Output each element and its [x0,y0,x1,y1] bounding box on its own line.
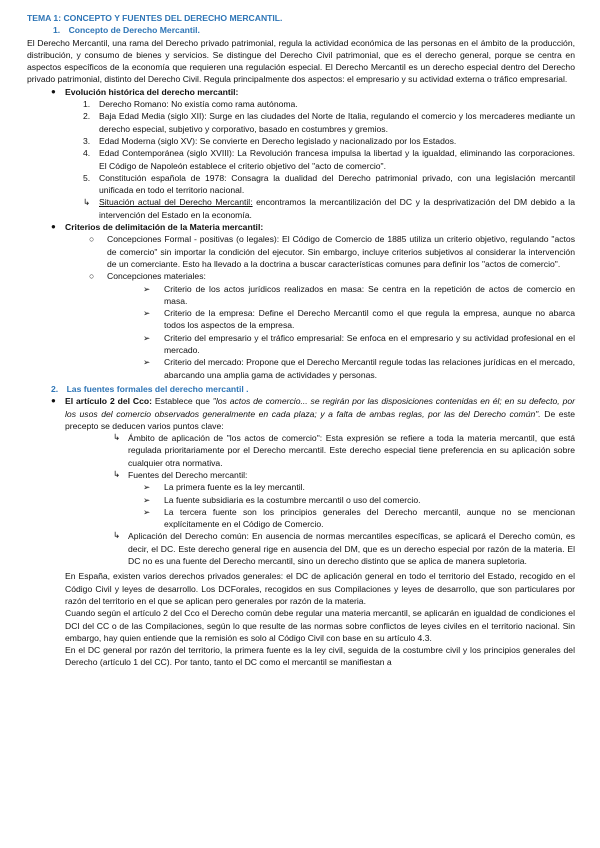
list-item: ➢ Criterio del mercado: Propone que el Derecho Mercantil regule todas las relaciones jurídicas en el mercado, abarcando una amplia gama de actividades y personas. [143,357,575,380]
arrow-bullet-icon: ➢ [143,357,151,368]
situacion-label: Situación actual del Derecho Mercantil: [99,197,253,208]
arrow-bullet-icon: ➢ [143,494,151,505]
list-item: 3. Edad Moderna (siglo XV): Se convierte en Derecho legislado y nacionalizado por los Estados. [83,135,457,146]
art2-label: El artículo 2 del Cco: [65,396,153,407]
list-item: ➢ La primera fuente es la ley mercantil. [143,482,305,493]
paragraph-espana: En España, existen varios derechos privados generales: el DC de aplicación general en todo el territorio del Estado, recogido en el Código Civil y leyes de desarrollo. Los DCForales, recogidos en sus Compilaciones y leyes de desarrollo, que son particulares por razón del territorio en el que se aplican pero generales por razón de la materia. [65,571,575,606]
section-2-number: 2. [51,383,59,394]
arrow-bullet-icon: ➢ [143,308,151,319]
circle-bullet-icon: ○ [89,234,95,245]
list-item: 4. Edad Contemporánea (siglo XVIII): La Revolución francesa impulsa la libertad y la igualdad, eliminando las corporaciones. El Código de Napoleón establece el criterio objetivo del "acto de comercio". [83,148,575,171]
list-item: ➢ Criterio del empresario y el tráfico empresarial: Se enfoca en el empresario y su actividad profesional en el mercado. [143,332,575,356]
paragraph-cuando: Cuando según el artículo 2 del Cco el Derecho común debe regular una materia mercantil, se aplicarán en igualdad de condiciones el DCI del CC o de las Compilaciones, según lo que resulte de las normas sobre conflictos de leyes civiles en el territorio nacional. Sin embargo, hay quien entiende que la remisión es solo al Código Civil con base en su artículo 4.3. [65,608,575,643]
list-item: ➢ Criterio de los actos jurídicos realizados en masa: Se centra en la repetición de actos de comercio en masa. [143,283,575,306]
formal-item: ○ Concepciones Formal - positivas (o legales): El Código de Comercio de 1885 utiliza un criterio objetivo, regulando "actos de comercio" sin importar la condición del ejecutor. Sin embargo, incluye criterios subjetivos al considerar la intervención de un comerciante. Esto ha llevado a la doctrina a buscar características comunes para definir los "actos de comercio". [89,234,575,269]
materiales-item: ○ Concepciones materiales: [89,271,206,282]
list-item: 2. Baja Edad Media (siglo XII): Surge en las ciudades del Norte de Italia, regulando el comercio y los mercaderes mediante un derecho especial, subjetivo y corporativo, basado en costumbres y gremios. [83,111,575,134]
tema-title: TEMA 1: CONCEPTO Y FUENTES DEL DERECHO MERCANTIL. [27,13,283,23]
arrow-bullet-icon: ➢ [143,506,151,517]
situacion-text: encontramos la mercantilización del DC y la desprivatización del DM debido a la intervención del Estado en la economía. [99,197,575,220]
bullet-dot-icon: ● [51,222,56,232]
arrow-bullet-icon: ➢ [143,332,151,343]
evolucion-list [27,98,575,221]
list-item-situacion [27,196,575,221]
list-item: 1. Derecho Romano: No existía como rama autónoma. [83,99,298,110]
section-1-title: Concepto de Derecho Mercantil. [68,25,200,36]
section-2-title: Las fuentes formales del derecho mercantil . [66,383,249,394]
art2-bullet: ● El artículo 2 del Cco: Establece que "los actos de comercio... se regirán por las disposiciones contenidas en él; en su defecto, por los usos del comercio observados generalmente en cada plaza; y a falta de ambas reglas, por las del Derecho común". De este precepto se deducen varios puntos clave: [51,396,575,431]
section-2-heading [27,383,575,395]
criterios-bullet [27,221,575,233]
circle-bullet-icon: ○ [89,271,95,282]
paragraph-dc: En el DC general por razón del territorio, la primera fuente es la ley civil, seguida de la costumbre civil y los principios generales del Derecho (artículo 1 del CC). Por tanto, tanto el DC como el mercantil se manifiestan a [65,645,575,668]
ambito-item: ↳ Ámbito de aplicación de "los actos de comercio": Esta expresión se refiere a toda la materia mercantil, que está regulada prioritariamente por el Derecho mercantil. Este derecho especial tiene preferencia en su aplicación sobre cualquier otra normativa. [113,432,575,468]
bullet-dot-icon: ● [51,86,56,96]
hook-arrow-icon: ↳ [113,468,121,479]
section-1-heading [27,24,575,36]
evolucion-title: Evolución histórica del derecho mercantil: [65,86,239,97]
arrow-bullet-icon: ➢ [143,482,151,493]
bullet-dot-icon: ● [51,396,56,406]
evolucion-bullet [27,86,575,98]
fuentes-item: ↳ Fuentes del Derecho mercantil: [113,468,248,480]
arrow-bullet-icon: ➢ [143,283,151,294]
list-item: ➢ La tercera fuente son los principios generales del Derecho mercantil, aunque no se mencionan explícitamente en el Código de Comercio. [143,506,575,530]
list-item: 5. Constitución española de 1978: Consagra la dualidad del Derecho patrimonial privado, con una legislación mercantil unificada en todo el territorio nacional. [83,172,575,196]
intro-paragraph: El Derecho Mercantil, una rama del Derecho privado patrimonial, regula la actividad económica de las personas en el ámbito de la producción, distribución, y consumo de bienes y servicios. Se distingue del Derecho Civil patrimonial, que es el derecho general, porque se centra en aspectos específicos de la economía que requieren una regulación especial. El Derecho Mercantil es un derecho especial dentro del Derecho privado patrimonial, distinto del Derecho Civil. Regula principalmente dos aspectos: el empresario y su actividad externa o tráfico empresarial. [27,37,575,85]
list-item: ➢ Criterio de la empresa: Define el Derecho Mercantil como el que regula la empresa, aunque no abarca todos los aspectos de la empresa. [143,308,575,331]
art2-quote: "los actos de comercio... se regirán por las disposiciones contenidas en él; en su defecto, por los usos del comercio observados generalmente en cada plaza; y a falta de ambas reglas, por las del Derecho común". [65,396,575,419]
hook-arrow-icon: ↳ [113,432,121,443]
list-item: ➢ La fuente subsidiaria es la costumbre mercantil o uso del comercio. [143,494,421,505]
criterios-title: Criterios de delimitación de la Materia mercantil: [65,222,264,233]
arrow-icon: ↳ [83,197,91,208]
section-1-number: 1. [53,25,61,36]
aplicacion-item: ↳ Aplicación del Derecho común: En ausencia de normas mercantiles específicas, se aplicará el Derecho común, es decir, el DC. Este derecho general rige en ausencia del DM, que es un derecho especial por razón de la materia. El DC no es una fuente del Derecho mercantil, sino un derecho distinto que se aplica de manera supletoria. [113,530,575,567]
hook-arrow-icon: ↳ [113,530,121,541]
